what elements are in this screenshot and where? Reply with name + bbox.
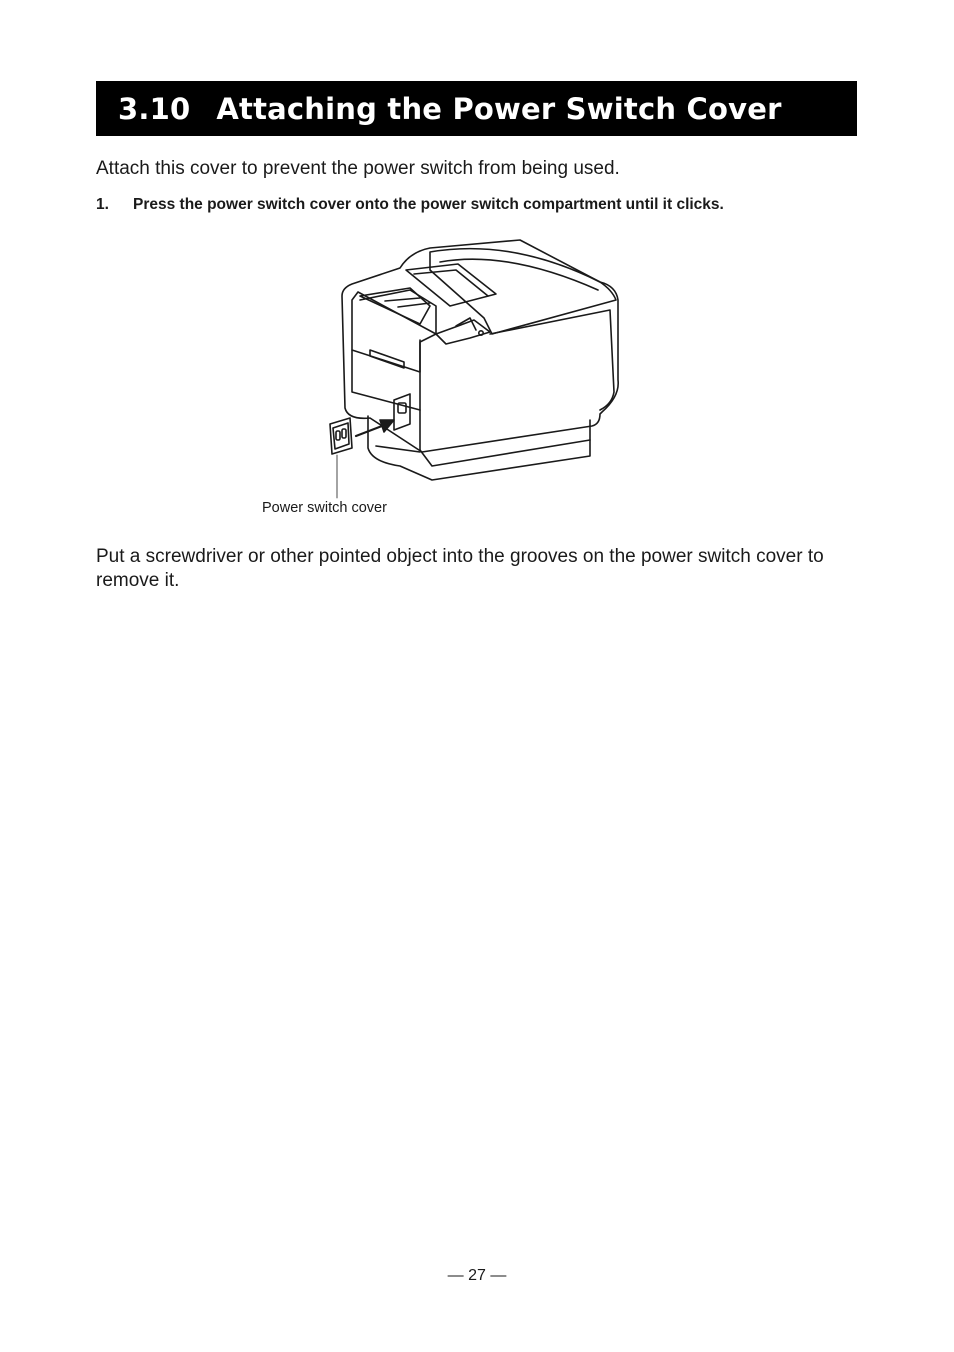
section-heading (96, 81, 857, 136)
printer-base (368, 416, 590, 480)
power-switch-compartment (394, 394, 410, 430)
body-paragraph: Put a screwdriver or other pointed object into the grooves on the power switch cover to remove it. (96, 546, 824, 591)
step-text: Press the power switch cover onto the power switch compartment until it clicks. (133, 196, 724, 213)
figure-caption: Power switch cover (262, 500, 387, 516)
step-item (96, 195, 724, 215)
step-number: 1. (96, 196, 109, 213)
printer-top-cover (430, 249, 616, 334)
intro-paragraph: Attach this cover to prevent the power switch from being used. (96, 158, 620, 179)
section-title: Attaching the Power Switch Cover (216, 91, 782, 126)
section-number: 3.10 (118, 91, 191, 126)
printer-illustration (255, 228, 655, 528)
page-number: — 27 — (447, 1267, 507, 1284)
power-switch-cover-part (330, 418, 352, 454)
insert-arrow-icon (356, 420, 394, 436)
